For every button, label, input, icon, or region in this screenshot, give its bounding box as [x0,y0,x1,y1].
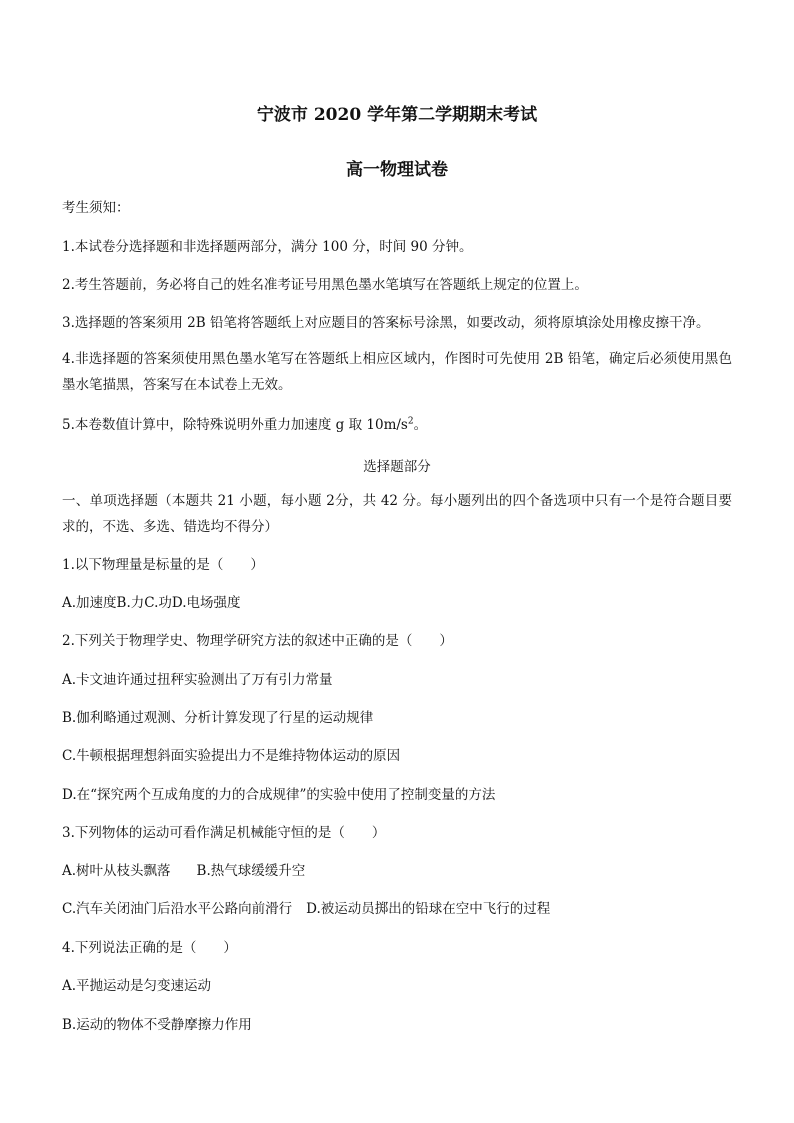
notice-item-2: 2.考生答题前，务必将自己的姓名准考证号用黑色墨水笔填写在答题纸上规定的位置上。 [62,277,588,293]
question-3-option-c: C.汽车关闭油门后沿水平公路向前滑行 [62,901,293,917]
notice-item-5-superscript: 2 [407,416,414,427]
question-2-option-c: C.牛顿根据理想斜面实验提出力不是维持物体运动的原因 [62,748,401,764]
question-3-option-d: D.被运动员掷出的铅球在空中飞行的过程 [306,901,551,917]
notice-item-4: 4.非选择题的答案须使用黑色墨水笔写在答题纸上相应区域内，作图时可先使用 2B 铅笔，确定后必须使用黑色墨水笔描黑，答案写在本试卷上无效。 [62,351,732,393]
question-4-option-a: A.平抛运动是匀变速运动 [62,978,212,994]
exam-title: 宁波市 2020 学年第二学期期末考试 [256,105,538,125]
section-intro: 一、单项选择题（本题共 21 小题，每小题 2分，共 42 分。每小题列出的四个备选项中只有一个是符合题目要求的，不选、多选、错选均不得分） [62,493,732,535]
section-title: 选择题部分 [363,459,431,475]
question-3-options-row-1 [62,862,305,881]
question-2-option-b: B.伽利略通过观测、分析计算发现了行星的运动规律 [62,710,374,726]
notice-item-5-text: 5.本卷数值计算中，除特殊说明外重力加速度 g 取 10m/s [62,417,408,433]
question-2-option-d: D.在“探究两个互成角度的力的合成规律”的实验中使用了控制变量的方法 [62,787,496,803]
notice-item-3: 3.选择题的答案须用 2B 铅笔将答题纸上对应题目的答案标号涂黑，如要改动，须将原填涂处用橡皮擦干净。 [62,315,710,331]
question-3-stem: 3.下列物体的运动可看作满足机械能守恒的是（ ） [62,825,386,841]
question-1-options: A.加速度B.力C.功D.电场强度 [62,595,241,611]
question-3-options-row-2 [62,900,550,919]
question-3-option-a: A.树叶从枝头飘落 [62,863,171,879]
question-3-option-b: B.热气球缓缓升空 [196,863,306,879]
notice-item-1: 1.本试卷分选择题和非选择题两部分，满分 100 分，时间 90 分钟。 [62,239,473,255]
notice-item-5 [62,416,427,435]
question-4-option-b: B.运动的物体不受静摩擦力作用 [62,1017,252,1033]
question-4-stem: 4.下列说法正确的是（ ） [62,940,237,956]
question-2-stem: 2.下列关于物理学史、物理学研究方法的叙述中正确的是（ ） [62,633,453,649]
question-2-option-a: A.卡文迪许通过扭秤实验测出了万有引力常量 [62,672,333,688]
exam-subtitle: 高一物理试卷 [346,160,448,180]
notice-heading: 考生须知： [62,200,130,216]
question-1-stem: 1.以下物理量是标量的是（ ） [62,557,264,573]
notice-item-5-end: 。 [413,417,428,433]
